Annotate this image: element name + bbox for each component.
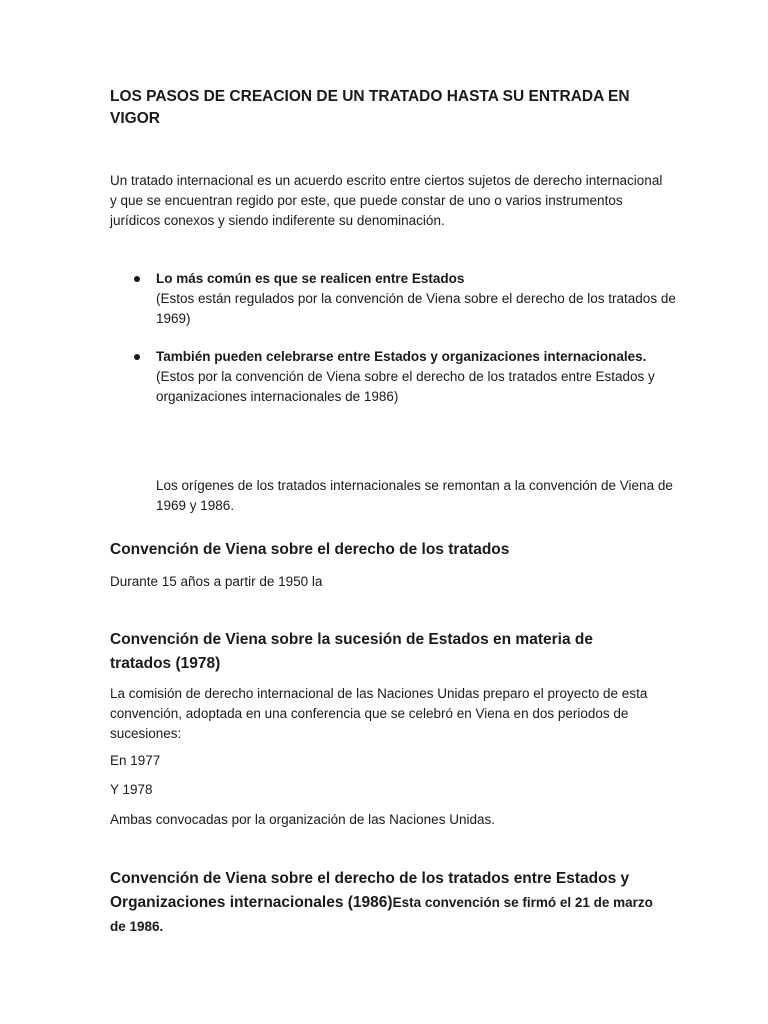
bullet-text: (Estos por la convención de Viena sobre el derecho de los tratados entre Estados y organizaciones internacionales de 1986) (156, 369, 655, 404)
bullet-item (156, 347, 676, 407)
section-text: La comisión de derecho internacional de las Naciones Unidas preparo el proyecto de esta convención, adoptada en una conferencia que se celebró en Viena en dos periodos de sucesiones: (110, 686, 648, 741)
origins-paragraph: Los orígenes de los tratados internacionales se remontan a la convención de Viena de 1969 y 1986. (156, 477, 673, 513)
section-heading-text: Convención de Viena sobre el derecho de los tratados entre Estados y Organizaciones internacionales (1986) (110, 870, 630, 911)
bullet-text: (Estos están regulados por la convención de Viena sobre el derecho de los tratados de 1969) (156, 291, 676, 326)
section-list-item: Y 1978 (110, 782, 153, 797)
section-closing: Ambas convocadas por la organización de las Naciones Unidas. (110, 812, 495, 827)
document-title: LOS PASOS DE CREACION DE UN TRATADO HASTA SU ENTRADA EN VIGOR (110, 88, 630, 127)
bullet-icon (134, 276, 140, 282)
bullet-bold-text: Lo más común es que se realicen entre Estados (156, 271, 465, 286)
bullet-icon (134, 354, 140, 360)
section-heading (110, 867, 670, 939)
bullet-item (156, 269, 676, 329)
section-list-item: En 1977 (110, 753, 161, 768)
section-heading: Convención de Viena sobre el derecho de los tratados (110, 541, 510, 558)
bullet-bold-text: También pueden celebrarse entre Estados y organizaciones internacionales. (156, 349, 647, 364)
section-heading: Convención de Viena sobre la sucesión de Estados en materia de tratados (1978) (110, 631, 593, 672)
section-inline-text: Esta convención se firmó el 21 de marzo de 1986. (110, 895, 653, 934)
intro-paragraph: Un tratado internacional es un acuerdo escrito entre ciertos sujetos de derecho internacional y que se encuentran regido por este, que puede constar de uno o varios instrumentos jurídicos conexos y siendo indiferente su denominación. (110, 173, 663, 228)
section-text: Durante 15 años a partir de 1950 la (110, 574, 323, 589)
